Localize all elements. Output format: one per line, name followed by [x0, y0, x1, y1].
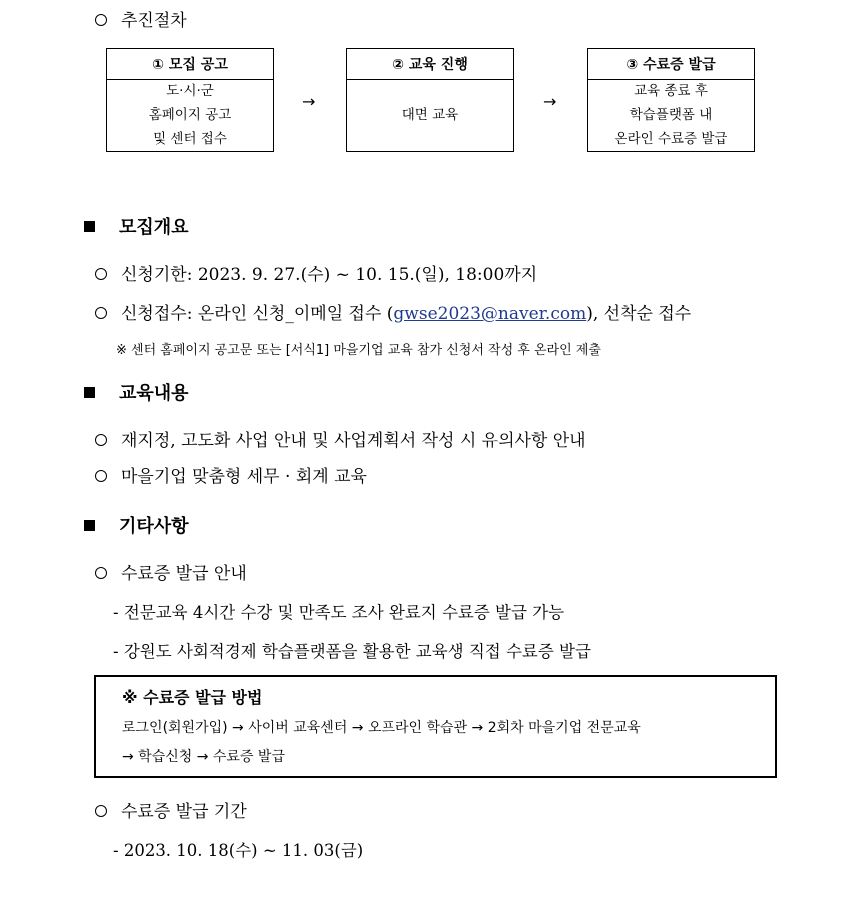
circle-bullet-icon	[95, 307, 107, 319]
step-line: 교육 종료 후	[634, 83, 708, 99]
recruit-note: ※ 센터 홈페이지 공고문 또는 [서식1] 마을기업 교육 참가 신청서 작성 후 온라인 제출	[116, 343, 601, 358]
arrow-icon: →	[543, 92, 557, 111]
circle-bullet-icon	[95, 434, 107, 446]
cert-method-box	[94, 675, 777, 778]
circle-bullet-icon	[95, 805, 107, 817]
circle-bullet-icon	[95, 567, 107, 579]
step-line: 홈페이지 공고	[148, 107, 232, 123]
step-box-2	[346, 48, 514, 152]
process-heading: 추진절차	[95, 6, 187, 31]
section-heading-etc: 기타사항	[84, 512, 189, 538]
step-title: ② 교육 진행	[347, 49, 513, 80]
cert-line: - 강원도 사회적경제 학습플랫폼을 활용한 교육생 직접 수료증 발급	[113, 642, 591, 661]
square-bullet-icon	[84, 387, 95, 398]
circle-bullet-icon	[95, 14, 107, 26]
list-item: 마을기업 맞춤형 세무 · 회계 교육	[95, 462, 367, 487]
step-title: ③ 수료증 발급	[588, 49, 754, 80]
section-heading-recruit: 모집개요	[84, 213, 189, 239]
arrow-icon: →	[302, 92, 316, 111]
step-line: 및 센터 접수	[153, 131, 227, 147]
cert-period: 수료증 발급 기간	[95, 797, 247, 822]
step-line: 도·시·군	[166, 83, 214, 99]
step-line: 대면 교육	[401, 107, 459, 123]
section-heading-content: 교육내용	[84, 379, 189, 405]
step-box-3	[587, 48, 755, 152]
step-line: 학습플랫폼 내	[629, 107, 713, 123]
square-bullet-icon	[84, 520, 95, 531]
circle-bullet-icon	[95, 268, 107, 280]
recruit-apply: 신청접수: 온라인 신청_이메일 접수 (gwse2023@naver.com), 선착순 접수	[95, 299, 691, 324]
step-title: ① 모집 공고	[107, 49, 273, 80]
cert-method-steps: 로그인(회원가입) → 사이버 교육센터 → 오프라인 학습관 → 2회차 마을기업 전문교육	[122, 720, 641, 736]
step-box-1	[106, 48, 274, 152]
cert-method-title: ※ 수료증 발급 방법	[122, 688, 263, 707]
cert-method-steps-cont: → 학습신청 → 수료증 발급	[122, 749, 285, 765]
list-item: 재지정, 고도화 사업 안내 및 사업계획서 작성 시 유의사항 안내	[95, 426, 586, 451]
recruit-period: 신청기한: 2023. 9. 27.(수) ~ 10. 15.(일), 18:00까지	[95, 260, 537, 285]
cert-guide: 수료증 발급 안내	[95, 559, 247, 584]
circle-bullet-icon	[95, 470, 107, 482]
email-link[interactable]: gwse2023@naver.com	[393, 304, 587, 324]
square-bullet-icon	[84, 221, 95, 232]
step-line: 온라인 수료증 발급	[614, 131, 728, 147]
cert-period-value: - 2023. 10. 18(수) ~ 11. 03(금)	[113, 841, 364, 860]
cert-line: - 전문교육 4시간 수강 및 만족도 조사 완료지 수료증 발급 가능	[113, 603, 565, 622]
